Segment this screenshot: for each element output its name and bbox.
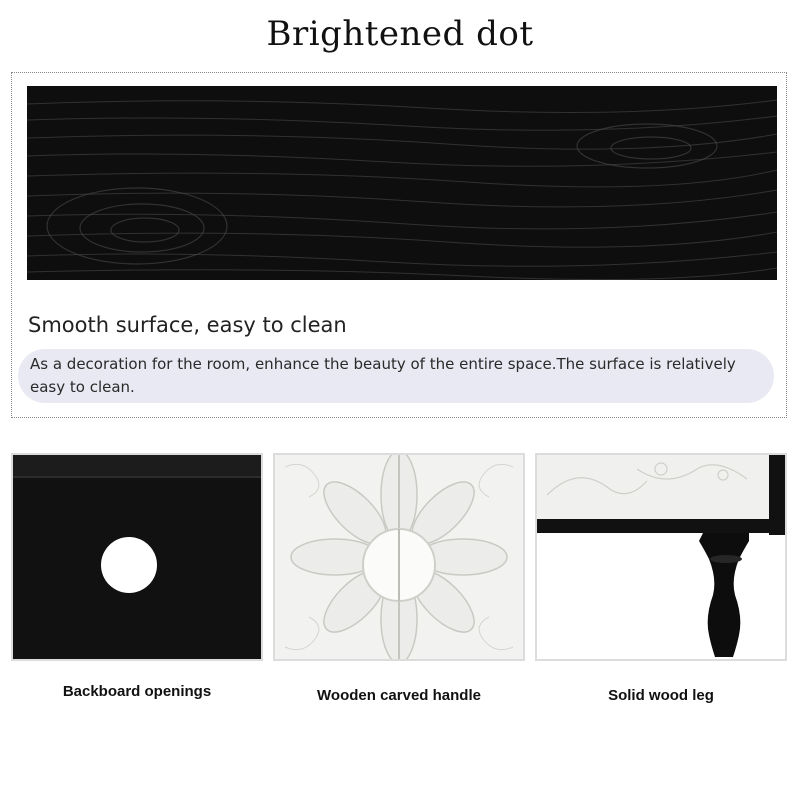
caption-handle: Wooden carved handle — [317, 687, 481, 704]
feature-heading: Smooth surface, easy to clean — [28, 313, 347, 337]
page-title: Brightened dot — [266, 14, 534, 54]
carved-handle-image — [273, 453, 525, 661]
wood-grain-image — [27, 86, 777, 280]
caption-leg: Solid wood leg — [608, 687, 714, 704]
feature-panel — [11, 72, 787, 418]
wood-leg-image — [535, 453, 787, 661]
feature-description: As a decoration for the room, enhance the beauty of the entire space.The surface is relatively easy to clean. — [18, 349, 774, 403]
round-hole-icon — [101, 537, 157, 593]
backboard-opening-image — [11, 453, 263, 661]
caption-backboard: Backboard openings — [62, 683, 212, 700]
